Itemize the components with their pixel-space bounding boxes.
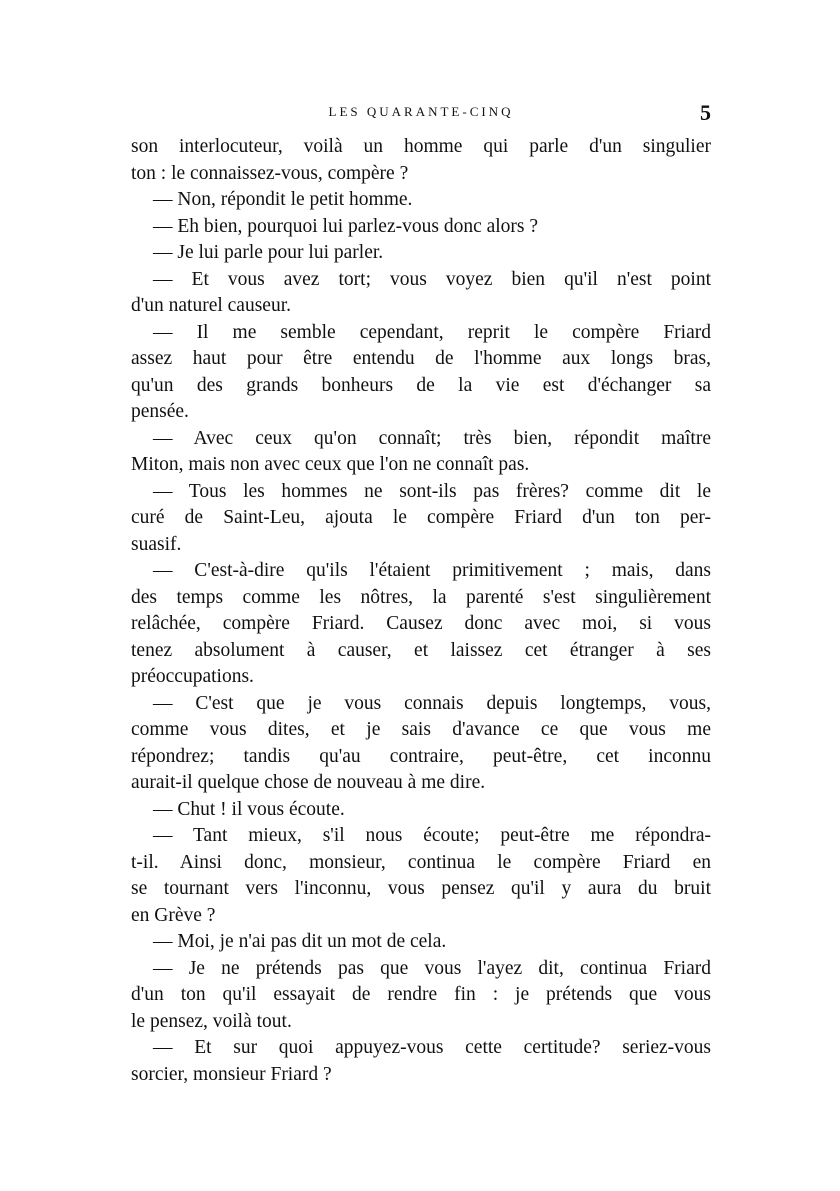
paragraph bbox=[131, 691, 711, 797]
text-line: — C'est que je vous connais depuis longtemps, vous, bbox=[153, 692, 711, 714]
text-line: pensée. bbox=[131, 401, 189, 422]
page-number: 5 bbox=[700, 100, 711, 125]
book-page bbox=[131, 100, 711, 1088]
text-line: — Moi, je n'ai pas dit un mot de cela. bbox=[153, 931, 447, 952]
paragraph bbox=[131, 187, 711, 214]
running-title: LES QUARANTE-CINQ bbox=[328, 104, 514, 119]
page-header bbox=[131, 100, 711, 130]
text-line: — Avec ceux qu'on connaît; très bien, répondit maître bbox=[153, 427, 711, 449]
text-line: — Eh bien, pourquoi lui parlez-vous donc alors ? bbox=[153, 215, 539, 237]
text-line: — Je ne prétends pas que vous l'ayez dit, continua Friard bbox=[153, 957, 711, 979]
text-line: tenez absolument à causer, et laissez cet étranger à ses bbox=[131, 639, 711, 661]
body-text bbox=[131, 134, 711, 1088]
paragraph bbox=[131, 134, 711, 187]
paragraph bbox=[131, 797, 711, 824]
paragraph bbox=[131, 956, 711, 1036]
paragraph bbox=[131, 823, 711, 929]
text-line: — Il me semble cependant, reprit le compère Friard bbox=[153, 321, 711, 343]
text-line: son interlocuteur, voilà un homme qui parle d'un singulier bbox=[131, 136, 711, 157]
text-line: suasif. bbox=[131, 533, 182, 555]
text-line: se tournant vers l'inconnu, vous pensez qu'il y aura du bruit bbox=[131, 878, 711, 899]
paragraph bbox=[131, 929, 711, 956]
text-line: Miton, mais non avec ceux que l'on ne connaît pas. bbox=[131, 454, 530, 475]
text-line: — Non, répondit le petit homme. bbox=[153, 189, 413, 210]
text-line: — Je lui parle pour lui parler. bbox=[153, 242, 384, 263]
text-line: — Tous les hommes ne sont-ils pas frères? comme dit le bbox=[153, 480, 711, 502]
text-line: répondrez; tandis qu'au contraire, peut-être, cet inconnu bbox=[131, 745, 711, 767]
paragraph bbox=[131, 214, 711, 241]
text-line: aurait-il quelque chose de nouveau à me dire. bbox=[131, 772, 486, 793]
paragraph bbox=[131, 240, 711, 267]
text-line: qu'un des grands bonheurs de la vie est d'échanger sa bbox=[131, 374, 711, 396]
text-line: t-il. Ainsi donc, monsieur, continua le compère Friard en bbox=[131, 851, 711, 873]
text-line: d'un ton qu'il essayait de rendre fin : je prétends que vous bbox=[131, 984, 711, 1005]
paragraph bbox=[131, 558, 711, 691]
text-line: en Grève ? bbox=[131, 904, 216, 926]
text-line: comme vous dites, et je sais d'avance ce que vous me bbox=[131, 719, 711, 740]
paragraph bbox=[131, 267, 711, 320]
text-line: — C'est-à-dire qu'ils l'étaient primitivement ; mais, dans bbox=[153, 560, 711, 581]
text-line: — Tant mieux, s'il nous écoute; peut-être me répondra- bbox=[153, 825, 711, 846]
text-line: — Et vous avez tort; vous voyez bien qu'il n'est point bbox=[153, 268, 711, 290]
paragraph bbox=[131, 320, 711, 426]
text-line: le pensez, voilà tout. bbox=[131, 1010, 292, 1032]
text-line: sorcier, monsieur Friard ? bbox=[131, 1063, 332, 1085]
text-line: ton : le connaissez-vous, compère ? bbox=[131, 162, 409, 184]
text-line: — Chut ! il vous écoute. bbox=[153, 798, 345, 820]
text-line: curé de Saint-Leu, ajouta le compère Friard d'un ton per- bbox=[131, 507, 711, 528]
paragraph bbox=[131, 1035, 711, 1088]
text-line: assez haut pour être entendu de l'homme aux longs bras, bbox=[131, 348, 711, 369]
text-line: d'un naturel causeur. bbox=[131, 295, 291, 316]
paragraph bbox=[131, 479, 711, 559]
paragraph bbox=[131, 426, 711, 479]
text-line: — Et sur quoi appuyez-vous cette certitude? seriez-vous bbox=[153, 1037, 711, 1058]
text-line: relâchée, compère Friard. Causez donc avec moi, si vous bbox=[131, 613, 711, 634]
text-line: préoccupations. bbox=[131, 666, 254, 687]
text-line: des temps comme les nôtres, la parenté s'est singulièrement bbox=[131, 586, 711, 608]
